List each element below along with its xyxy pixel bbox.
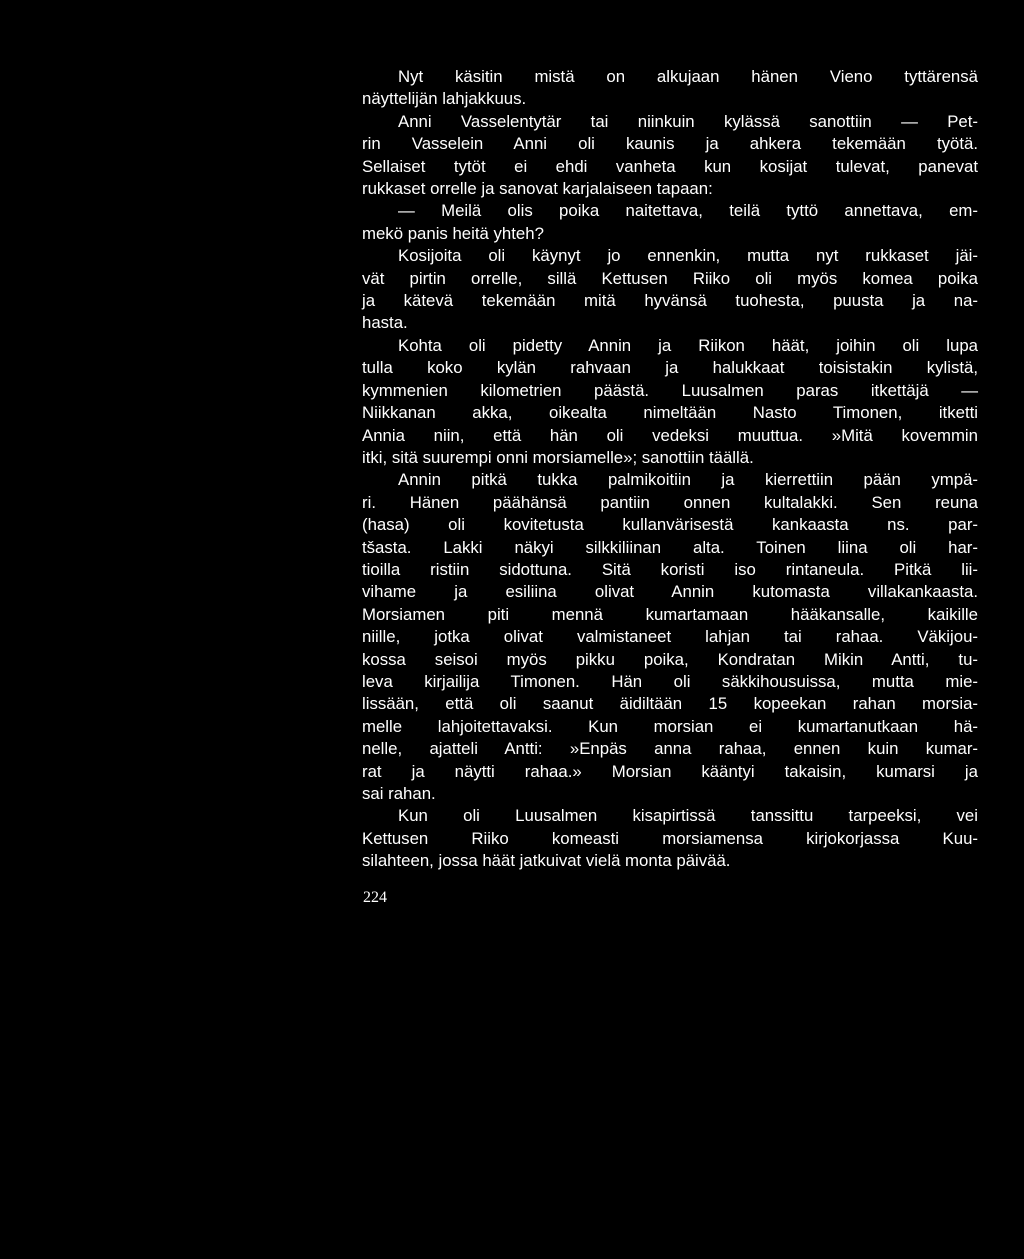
body-text <box>362 66 978 873</box>
text-line: rat ja näytti rahaa.» Morsian kääntyi takaisin, kumarsi ja <box>362 761 978 781</box>
text-line: kossa seisoi myös pikku poika, Kondratan Mikin Antti, tu- <box>362 649 978 669</box>
text-line: ja kätevä tekemään mitä hyvänsä tuohesta, puusta ja na- <box>362 291 978 311</box>
text-line: sai rahan. <box>362 784 436 803</box>
text-line: Kosijoita oli käynyt jo ennenkin, mutta nyt rukkaset jäi- <box>398 246 978 266</box>
text-line: Sellaiset tytöt ei ehdi vanheta kun kosijat tulevat, panevat <box>362 156 978 176</box>
text-line: vihame ja esiliina olivat Annin kutomasta villakankaasta. <box>362 582 978 602</box>
text-line: näyttelijän lahjakkuus. <box>362 89 527 109</box>
text-line: tioilla ristiin sidottuna. Sitä koristi iso rintaneula. Pitkä lii- <box>362 559 978 579</box>
text-line: Morsiamen piti mennä kumartamaan hääkansalle, kaikille <box>362 604 978 624</box>
text-line: itki, sitä suurempi onni morsiamelle»; sanottiin täällä. <box>362 447 754 467</box>
text-line: tulla koko kylän rahvaan ja halukkaat toisistakin kylistä, <box>362 358 978 378</box>
text-line: niille, jotka olivat valmistaneet lahjan tai rahaa. Väkijou- <box>362 627 978 647</box>
text-line: (hasa) oli kovitetusta kullanvärisestä kankaasta ns. par- <box>362 515 978 535</box>
text-line: nelle, ajatteli Antti: »Enpäs anna rahaa, ennen kuin kumar- <box>362 739 978 759</box>
text-line: tšasta. Lakki näkyi silkkiliinan alta. Toinen liina oli har- <box>362 537 978 557</box>
text-line: Kun oli Luusalmen kisapirtissä tanssittu tarpeeksi, vei <box>398 806 978 826</box>
text-line: melle lahjoitettavaksi. Kun morsian ei kumartanutkaan hä- <box>362 716 978 736</box>
text-line: Kohta oli pidetty Annin ja Riikon häät, joihin oli lupa <box>398 335 978 355</box>
page-number: 224 <box>363 889 387 906</box>
text-line: leva kirjailija Timonen. Hän oli säkkihousuissa, mutta mie- <box>362 671 978 691</box>
text-line: hasta. <box>362 313 408 333</box>
text-line: lissään, että oli saanut äidiltään 15 kopeekan rahan morsia- <box>362 694 978 714</box>
text-line: ri. Hänen päähänsä pantiin onnen kultalakki. Sen reuna <box>362 492 978 512</box>
text-line: rin Vasselein Anni oli kaunis ja ahkera tekemään työtä. <box>362 134 978 154</box>
text-line: Annia niin, että hän oli vedeksi muuttua. »Mitä kovemmin <box>362 425 978 445</box>
text-line: Niikkanan akka, oikealta nimeltään Nasto Timonen, itketti <box>362 403 978 423</box>
text-line: — Meilä olis poika naitettava, teilä tyttö annettava, em- <box>398 201 978 221</box>
text-line: vät pirtin orrelle, sillä Kettusen Riiko oli myös komea poika <box>362 268 978 288</box>
text-line: Anni Vasselentytär tai niinkuin kylässä sanottiin — Pet- <box>398 111 978 131</box>
text-line: mekö panis heitä yhteh? <box>362 223 544 243</box>
text-line: silahteen, jossa häät jatkuivat vielä monta päivää. <box>362 851 731 871</box>
text-line: Nyt käsitin mistä on alkujaan hänen Vieno tyttärensä <box>398 67 978 86</box>
text-line: kymmenien kilometrien päästä. Luusalmen paras itkettäjä — <box>362 380 978 400</box>
text-line: Annin pitkä tukka palmikoitiin ja kierrettiin pään ympä- <box>398 470 978 490</box>
text-line: Kettusen Riiko komeasti morsiamensa kirjokorjassa Kuu- <box>362 828 978 848</box>
text-line: rukkaset orrelle ja sanovat karjalaiseen tapaan: <box>362 179 713 199</box>
